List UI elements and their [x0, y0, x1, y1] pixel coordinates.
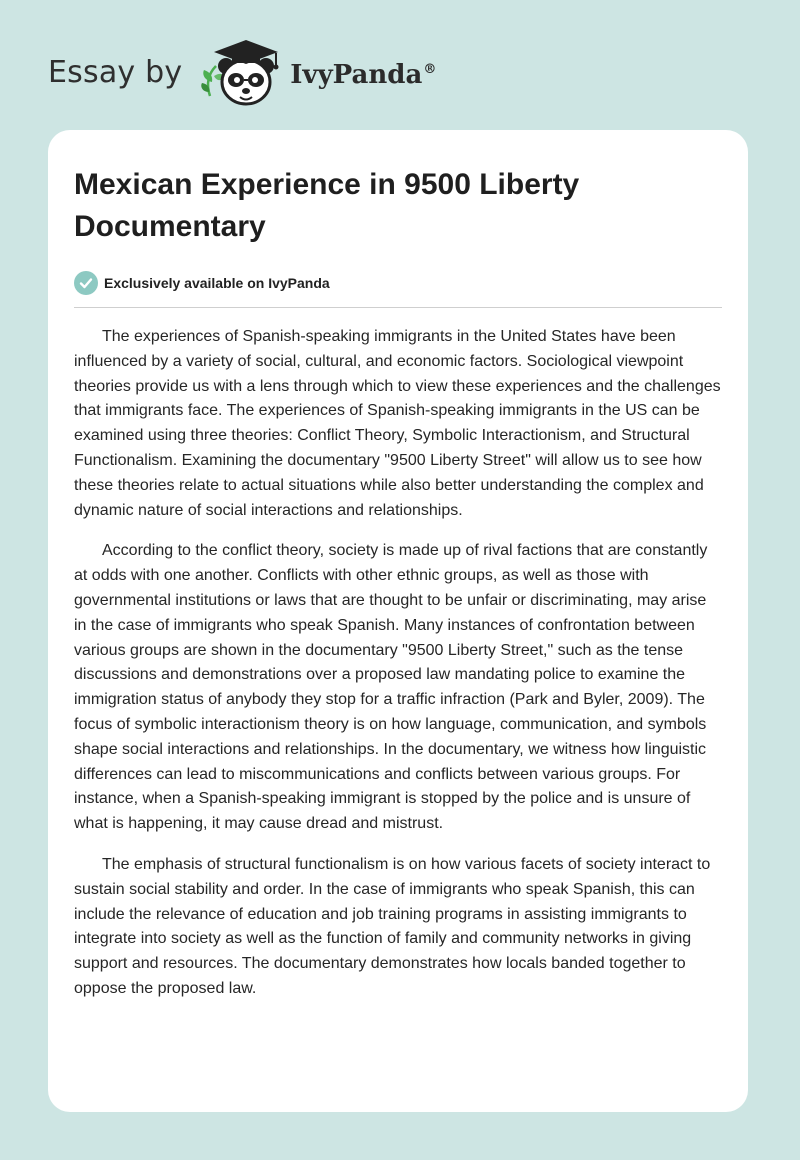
panda-logo-icon[interactable] — [196, 36, 288, 108]
essay-body — [74, 325, 722, 1002]
exclusive-badge-label: Exclusively available on IvyPanda — [104, 275, 330, 291]
check-icon — [74, 271, 98, 295]
brand-header — [48, 36, 436, 108]
essay-title: Mexican Experience in 9500 Liberty Documentary — [74, 168, 580, 243]
paragraph: The experiences of Spanish-speaking immigrants in the United States have been influenced by a variety of social, cultural, and economic factors. Sociological viewpoint theories provide us with a lens through which to view these experiences and the challenges that immigrants face. The experiences of Spanish-speaking immigrants in the US can be examined using three theories: Conflict Theory, Symbolic Interactionism, and Structural Functionalism. Examining the documentary "9500 Liberty Street" will allow us to see how these theories relate to actual situations while also better understanding the complex and dynamic nature of social interactions and relationships. — [74, 328, 721, 519]
paragraph: According to the conflict theory, society is made up of rival factions that are constantly at odds with one another. Conflicts with other ethnic groups, as well as those with governmental institutions or laws that are thought to be unfair or discriminating, may arise in the case of immigrants who speak Spanish. Many instances of confrontation between various groups are shown in the documentary "9500 Liberty Street," such as the tense discussions and demonstrations over a proposed law mandating police to examine the immigration status of anybody they stop for a traffic infraction (Park and Byler, 2009). The focus of symbolic interactionism theory is on how language, communication, and symbols shape social interactions and relationships. In the documentary, we witness how linguistic differences can lead to miscommunications and conflicts between various groups. For instance, when a Spanish-speaking immigrant is stopped by the police and is unsure of what is happening, it may cause dread and mistrust. — [74, 542, 708, 833]
registered-mark: ® — [423, 62, 437, 78]
brand-name[interactable]: IvyPanda® — [290, 60, 437, 90]
paragraph: The emphasis of structural functionalism is on how various facets of society interact to sustain social stability and order. In the case of immigrants who speak Spanish, this can include the relevance of education and job training programs in assisting immigrants to integrate into society as well as the function of family and community networks in giving support and resources. The documentary demonstrates how locals banded together to oppose the proposed law. — [74, 855, 711, 997]
brand-prefix: Essay by — [48, 54, 183, 90]
divider — [74, 307, 722, 308]
exclusive-badge — [74, 270, 722, 296]
essay-card — [48, 130, 748, 1112]
